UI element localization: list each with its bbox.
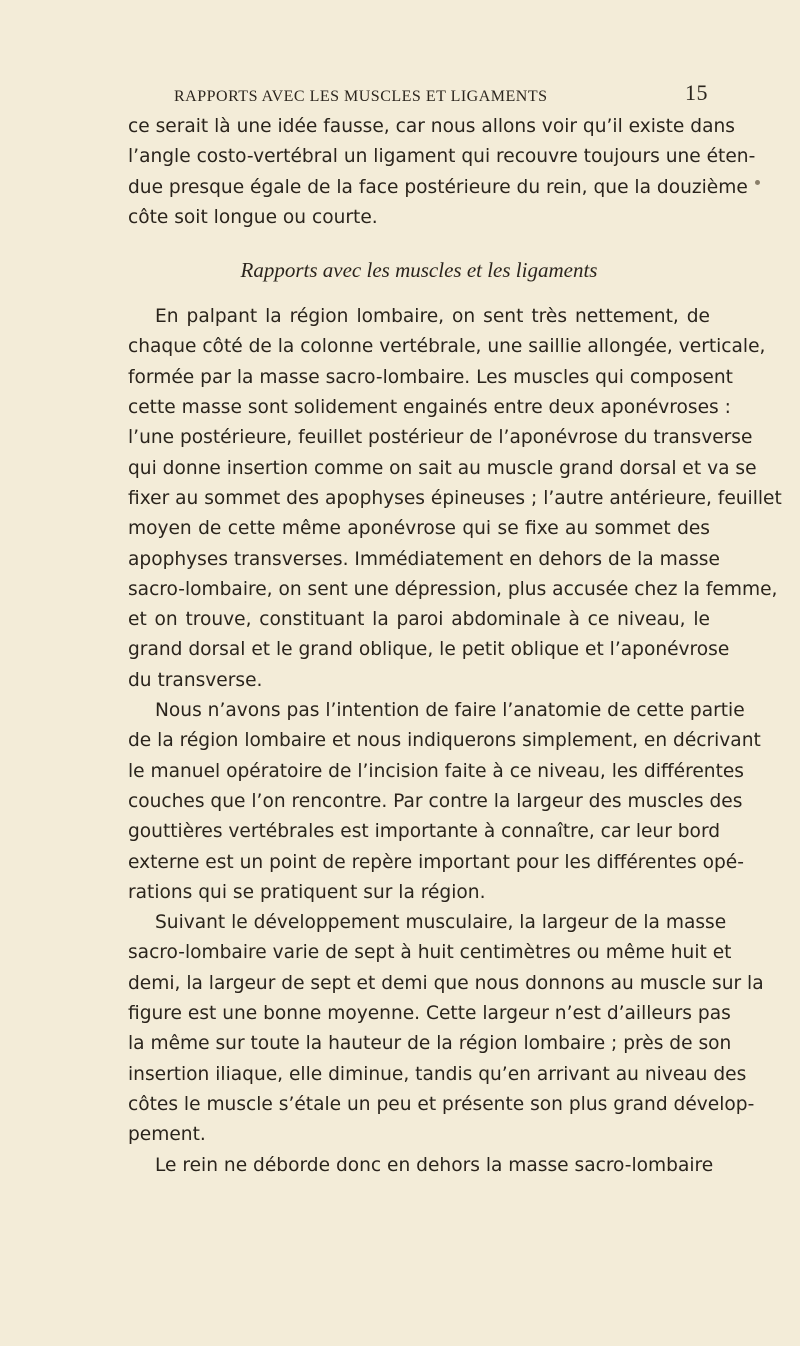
- section-heading: Rapports avec les muscles et les ligaments: [240, 258, 598, 283]
- text-line: l’une postérieure, feuillet postérieur de l’aponévrose du transverse: [128, 427, 753, 449]
- paper-speck: [755, 180, 760, 185]
- text-line: gouttières vertébrales est importante à connaître, car leur bord: [128, 821, 721, 843]
- text-line: l’angle costo-vertébral un ligament qui recouvre toujours une éten-: [128, 146, 756, 168]
- text-line: rations qui se pratiquent sur la région.: [128, 881, 486, 903]
- text-line: due presque égale de la face postérieure du rein, que la douzième: [128, 176, 748, 198]
- text-line: figure est une bonne moyenne. Cette largeur n’est d’ailleurs pas: [128, 1003, 731, 1025]
- body-text: [128, 112, 782, 1181]
- text-line: sacro-lombaire, on sent une dépression, plus accusée chez la femme,: [128, 578, 778, 600]
- text-line: demi, la largeur de sept et demi que nous donnons au muscle sur la: [128, 972, 764, 994]
- paragraph-largeur: [128, 908, 764, 1150]
- text-line: de la région lombaire et nous indiquerons simplement, en décrivant: [128, 730, 761, 752]
- page-number: 15: [685, 80, 708, 105]
- text-line: apophyses transverses. Immédiatement en dehors de la masse: [128, 548, 720, 570]
- text-line: le manuel opératoire de l’incision faite à ce niveau, les différentes: [128, 760, 744, 782]
- text-line: et on trouve, constituant la paroi abdominale à ce niveau, le: [128, 609, 710, 631]
- text-line: insertion iliaque, elle diminue, tandis qu’en arrivant au niveau des: [128, 1063, 747, 1085]
- text-line: externe est un point de repère important pour les différentes opé-: [128, 851, 744, 873]
- paragraph-intention: [128, 696, 761, 908]
- text-line: fixer au sommet des apophyses épineuses ; l’autre antérieure, feuillet: [128, 487, 782, 509]
- text-line: ce serait là une idée fausse, car nous allons voir qu’il existe dans: [128, 116, 735, 137]
- text-line: Le rein ne déborde donc en dehors la masse sacro-lombaire: [155, 1154, 714, 1176]
- text-line: moyen de cette même aponévrose qui se fixe au sommet des: [128, 518, 710, 540]
- text-line: qui donne insertion comme on sait au muscle grand dorsal et va se: [128, 457, 757, 479]
- text-line: sacro-lombaire varie de sept à huit centimètres ou même huit et: [128, 942, 732, 964]
- text-line: Nous n’avons pas l’intention de faire l’anatomie de cette partie: [155, 700, 745, 722]
- text-line: la même sur toute la hauteur de la région lombaire ; près de son: [128, 1033, 732, 1055]
- text-line: chaque côté de la colonne vertébrale, une saillie allongée, verticale,: [128, 336, 766, 358]
- text-line: couches que l’on rencontre. Par contre la largeur des muscles des: [128, 790, 743, 812]
- text-line: formée par la masse sacro-lombaire. Les muscles qui composent: [128, 366, 733, 388]
- text-line: grand dorsal et le grand oblique, le petit oblique et l’aponévrose: [128, 639, 730, 661]
- text-line: du transverse.: [128, 669, 263, 691]
- paragraph-rein: [128, 1151, 714, 1181]
- text-line: En palpant la région lombaire, on sent très nettement, de: [155, 306, 710, 328]
- text-line: cette masse sont solidement engainés entre deux aponévroses :: [128, 397, 731, 419]
- text-line: Suivant le développement musculaire, la largeur de la masse: [155, 912, 727, 934]
- intro-paragraph: [128, 112, 756, 233]
- running-head: [128, 80, 708, 112]
- text-line: pement.: [128, 1124, 206, 1146]
- text-line: côte soit longue ou courte.: [128, 206, 378, 228]
- paragraph-palpation: [128, 302, 782, 696]
- text-line: côtes le muscle s’étale un peu et présente son plus grand dévelop-: [128, 1093, 755, 1115]
- running-title: RAPPORTS AVEC LES MUSCLES ET LIGAMENTS: [174, 88, 548, 105]
